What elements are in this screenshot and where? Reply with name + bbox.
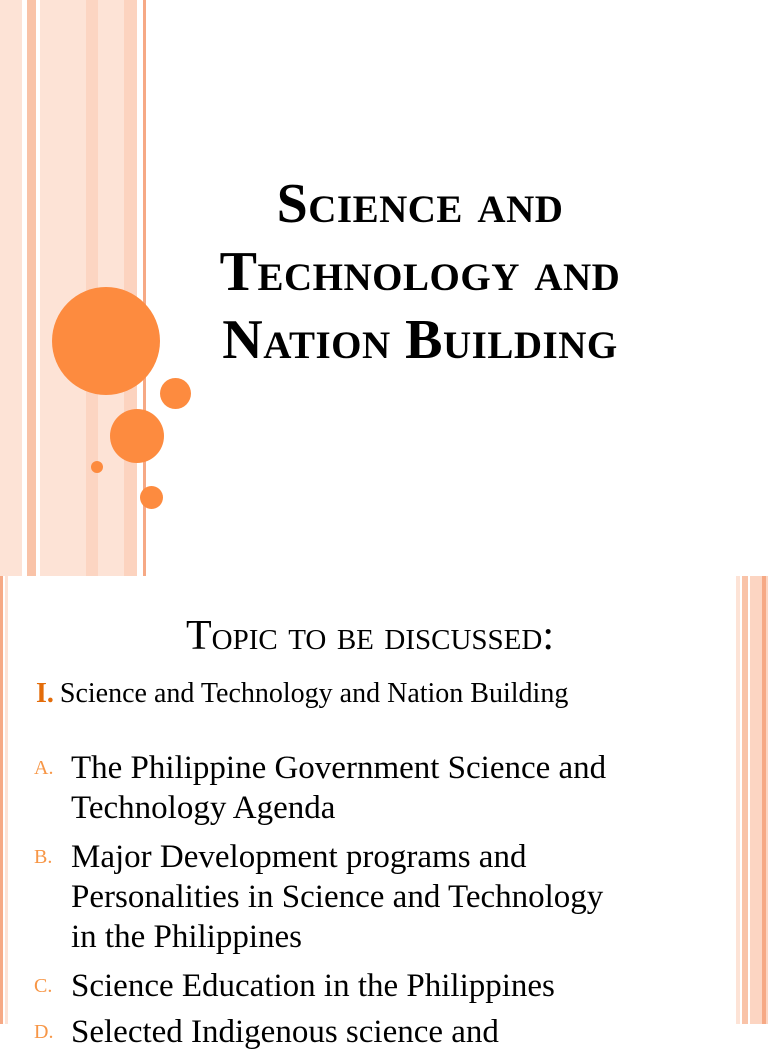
slide-title xyxy=(150,170,690,374)
item-letter: D. xyxy=(34,1021,54,1043)
decor-circle-large xyxy=(52,287,160,395)
item-line: Selected Indigenous science and xyxy=(71,1014,499,1050)
item-text xyxy=(71,966,555,1006)
item-letter: B. xyxy=(34,846,53,868)
decor-stripe xyxy=(0,576,3,1024)
decor-stripe xyxy=(742,576,748,1024)
item-text xyxy=(71,1012,499,1052)
item-line: Personalities in Science and Technology xyxy=(71,879,604,915)
decor-stripe xyxy=(0,0,22,576)
decor-circle xyxy=(140,486,163,509)
section-line xyxy=(36,676,568,712)
item-line: in the Philippines xyxy=(71,919,302,955)
decor-circle-tiny xyxy=(91,461,103,473)
decor-stripe xyxy=(27,0,36,576)
item-letter: A. xyxy=(34,757,54,779)
decor-circle xyxy=(160,378,191,409)
item-letter: C. xyxy=(34,975,53,997)
item-text xyxy=(71,837,603,957)
topics-slide xyxy=(0,576,768,1050)
section-numeral: I. xyxy=(36,678,54,709)
slide-heading: Topic to be discussed: xyxy=(185,613,554,659)
decor-stripe xyxy=(736,576,740,1024)
decor-circle xyxy=(110,409,164,463)
title-line: Science and xyxy=(276,173,564,235)
decor-stripe xyxy=(124,0,137,576)
item-line: The Philippine Government Science and xyxy=(71,750,607,786)
item-text xyxy=(71,748,606,828)
item-line: Technology Agenda xyxy=(71,790,336,826)
item-line: Major Development programs and xyxy=(71,839,527,875)
title-line: Nation Building xyxy=(222,309,618,371)
decor-stripe xyxy=(762,576,766,1024)
item-line: Science Education in the Philippines xyxy=(71,968,555,1004)
section-text: Science and Technology and Nation Building xyxy=(59,678,569,709)
decor-stripe xyxy=(5,576,8,1024)
decor-stripe xyxy=(40,0,86,576)
title-line: Technology and xyxy=(219,241,621,303)
